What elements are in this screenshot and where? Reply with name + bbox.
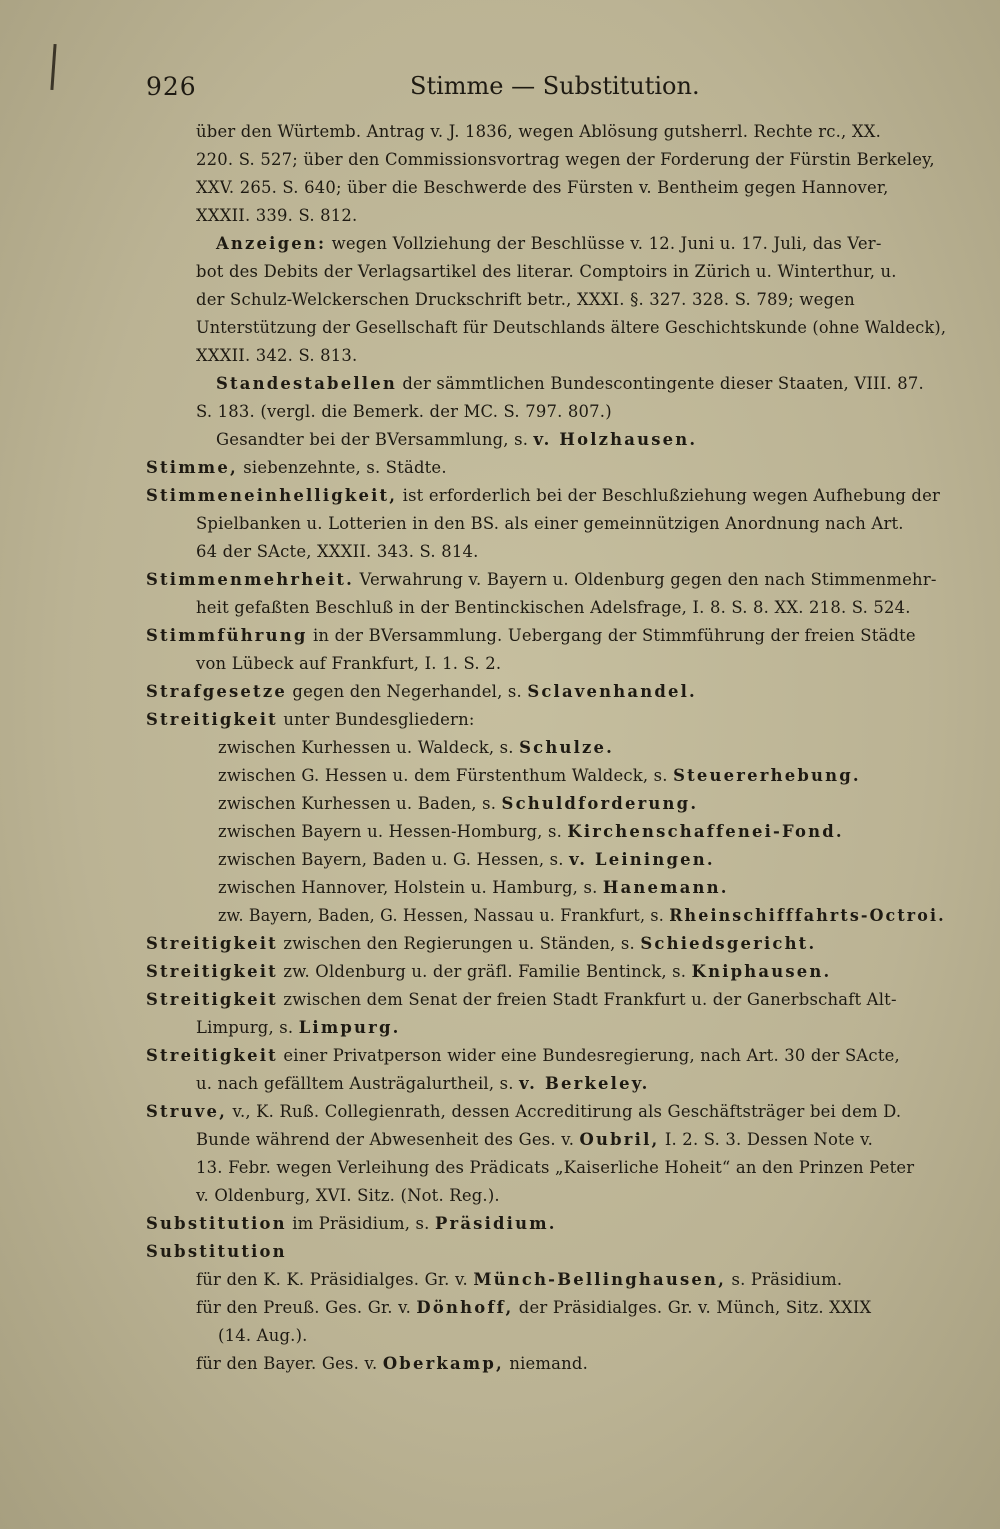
page-number: 926	[146, 72, 197, 101]
text-line: u. nach gefälltem Austrägalurtheil, s. v. Berkeley.	[196, 1074, 650, 1093]
page-header	[0, 72, 1000, 108]
index-entry: Stimme, siebenzehnte, s. Städte.	[146, 458, 447, 477]
text-line: über den Würtemb. Antrag v. J. 1836, wegen Ablösung gutsherrl. Rechte rc., XX.	[196, 122, 881, 141]
sub-entry: zwischen Hannover, Holstein u. Hamburg, s. Hanemann.	[218, 878, 729, 897]
text-line: Gesandter bei der BVersammlung, s. v. Holzhausen.	[216, 430, 698, 449]
text-line: der Schulz-Welckerschen Druckschrift betr., XXXI. §. 327. 328. S. 789; wegen	[196, 290, 855, 309]
text-line: Bunde während der Abwesenheit des Ges. v. Oubril, I. 2. S. 3. Dessen Note v.	[196, 1130, 874, 1149]
running-head: Stimme — Substitution.	[410, 72, 700, 100]
text-line: XXXII. 339. S. 812.	[196, 206, 358, 225]
text-line: 220. S. 527; über den Commissionsvortrag wegen der Forderung der Fürstin Berkeley,	[196, 150, 935, 169]
text-line: Limpurg, s. Limpurg.	[196, 1018, 401, 1037]
text-line: XXV. 265. S. 640; über die Beschwerde des Fürsten v. Bentheim gegen Hannover,	[196, 178, 889, 197]
sub-entry: für den Bayer. Ges. v. Oberkamp, niemand.	[196, 1354, 589, 1373]
index-entry: Stimmeneinhelligkeit, ist erforderlich bei der Beschlußziehung wegen Aufhebung der	[146, 486, 941, 505]
index-entry: Streitigkeit unter Bundesgliedern:	[146, 710, 475, 729]
text-line: 64 der SActe, XXXII. 343. S. 814.	[196, 542, 479, 561]
text-line: S. 183. (vergl. die Bemerk. der MC. S. 797. 807.)	[196, 402, 612, 421]
text-line: v. Oldenburg, XVI. Sitz. (Not. Reg.).	[196, 1186, 500, 1205]
index-entry: Anzeigen: wegen Vollziehung der Beschlüsse v. 12. Juni u. 17. Juli, das Ver-	[216, 234, 882, 253]
index-entry: Substitution	[146, 1242, 287, 1261]
index-entry: Standestabellen der sämmtlichen Bundescontingente dieser Staaten, VIII. 87.	[216, 374, 924, 393]
sub-entry: zwischen Bayern u. Hessen-Homburg, s. Kirchenschaffenei-Fond.	[218, 822, 844, 841]
index-entry: Streitigkeit zw. Oldenburg u. der gräfl. Familie Bentinck, s. Kniphausen.	[146, 962, 832, 981]
text-line: von Lübeck auf Frankfurt, I. 1. S. 2.	[196, 654, 502, 673]
index-entry: Substitution im Präsidium, s. Präsidium.	[146, 1214, 557, 1233]
index-entry: Strafgesetze gegen den Negerhandel, s. Sclavenhandel.	[146, 682, 697, 701]
index-entry: Streitigkeit zwischen den Regierungen u. Ständen, s. Schiedsgericht.	[146, 934, 817, 953]
index-entry: Stimmführung in der BVersammlung. Uebergang der Stimmführung der freien Städte	[146, 626, 916, 645]
sub-entry: zwischen Kurhessen u. Waldeck, s. Schulze.	[218, 738, 615, 757]
sub-entry: zwischen G. Hessen u. dem Fürstenthum Waldeck, s. Steuererhebung.	[218, 766, 861, 785]
text-line: heit gefaßten Beschluß in der Bentinckischen Adelsfrage, I. 8. S. 8. XX. 218. S. 524.	[196, 598, 911, 617]
sub-entry: für den Preuß. Ges. Gr. v. Dönhoff, der Präsidialges. Gr. v. Münch, Sitz. XXIX	[196, 1298, 872, 1317]
text-line: Spielbanken u. Lotterien in den BS. als einer gemeinnützigen Anordnung nach Art.	[196, 514, 904, 533]
text-line: XXXII. 342. S. 813.	[196, 346, 358, 365]
index-entry: Struve, v., K. Ruß. Collegienrath, dessen Accreditirung als Geschäftsträger bei dem D.	[146, 1102, 902, 1121]
sub-entry: zw. Bayern, Baden, G. Hessen, Nassau u. Frankfurt, s. Rheinschifffahrts-Octroi.	[218, 906, 946, 925]
text-line: Unterstützung der Gesellschaft für Deutschlands ältere Geschichtskunde (ohne Waldeck),	[196, 318, 947, 337]
sub-entry: zwischen Kurhessen u. Baden, s. Schuldforderung.	[218, 794, 699, 813]
text-line: (14. Aug.).	[218, 1326, 308, 1345]
sub-entry: für den K. K. Präsidialges. Gr. v. Münch-Bellinghausen, s. Präsidium.	[196, 1270, 843, 1289]
text-line: 13. Febr. wegen Verleihung des Prädicats „Kaiserliche Hoheit“ an den Prinzen Peter	[196, 1158, 915, 1177]
index-entry: Stimmenmehrheit. Verwahrung v. Bayern u. Oldenburg gegen den nach Stimmenmehr-	[146, 570, 937, 589]
index-entry: Streitigkeit zwischen dem Senat der freien Stadt Frankfurt u. der Ganerbschaft Alt-	[146, 990, 897, 1009]
text-line: bot des Debits der Verlagsartikel des literar. Comptoirs in Zürich u. Winterthur, u.	[196, 262, 897, 281]
index-entry: Streitigkeit einer Privatperson wider eine Bundesregierung, nach Art. 30 der SActe,	[146, 1046, 900, 1065]
sub-entry: zwischen Bayern, Baden u. G. Hessen, s. v. Leiningen.	[218, 850, 715, 869]
